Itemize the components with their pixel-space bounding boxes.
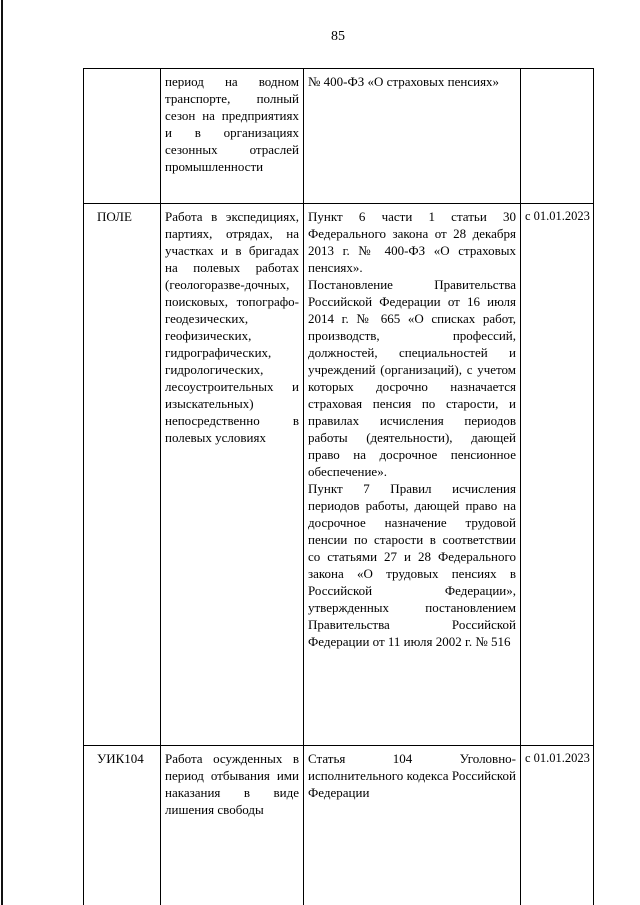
table-row [84, 746, 594, 905]
description-cell: Работа в экспедициях, партиях, отрядах, на участках и в бригадах на полевых работах (геологоразве-дочных, поисковых, топографо-геодезических, геофизических, гидрографических, гидрологических, лесоустроительных и изыскательных) непосредственно в полевых условиях [161, 204, 304, 746]
date-cell: с 01.01.2023 [521, 746, 594, 905]
code-cell: ПОЛЕ [84, 204, 161, 746]
table [83, 68, 594, 905]
legal-basis-cell [304, 69, 521, 204]
legal-basis-cell [304, 746, 521, 905]
table-row [84, 204, 594, 746]
page-left-edge-line [1, 0, 3, 905]
description-cell: период на водном транспорте, полный сезон на предприятиях и в организациях сезонных отраслей промышленности [161, 69, 304, 204]
basis-paragraph: № 400-ФЗ «О страховых пенсиях» [308, 74, 500, 89]
basis-paragraph: Пункт 7 Правил исчисления периодов работы, дающей право на досрочное назначение трудовой пенсии по старости в соответствии со статьями 27 и 28 Федерального закона «О трудовых пенсиях в Российской Федерации», утвержденных постановлением Правительства Российской Федерации от 11 июля 2002 г. № 516 [308, 481, 516, 649]
basis-paragraph: Постановление Правительства Российской Федерации от 16 июля 2014 г. № 665 «О списках работ, производств, профессий, должностей, специальностей и учреждений (организаций), с учетом которых досрочно назначается страховая пенсия по старости, и правилах исчисления периодов работы (деятельности), дающей право на досрочное пенсионное обеспечение». [308, 277, 516, 479]
date-cell [521, 69, 594, 204]
description-cell: Работа осужденных в период отбывания ими наказания в виде лишения свободы [161, 746, 304, 905]
table-row [84, 69, 594, 204]
code-cell: УИК104 [84, 746, 161, 905]
basis-paragraph: Статья 104 Уголовно-исполнительного кодекса Российской Федерации [308, 751, 516, 800]
page-number: 85 [331, 29, 345, 44]
pension-periods-table [83, 68, 594, 905]
code-cell [84, 69, 161, 204]
basis-paragraph: Пункт 6 части 1 статьи 30 Федерального закона от 28 декабря 2013 г. № 400-ФЗ «О страховых пенсиях». [308, 209, 516, 275]
legal-basis-cell [304, 204, 521, 746]
date-cell: с 01.01.2023 [521, 204, 594, 746]
